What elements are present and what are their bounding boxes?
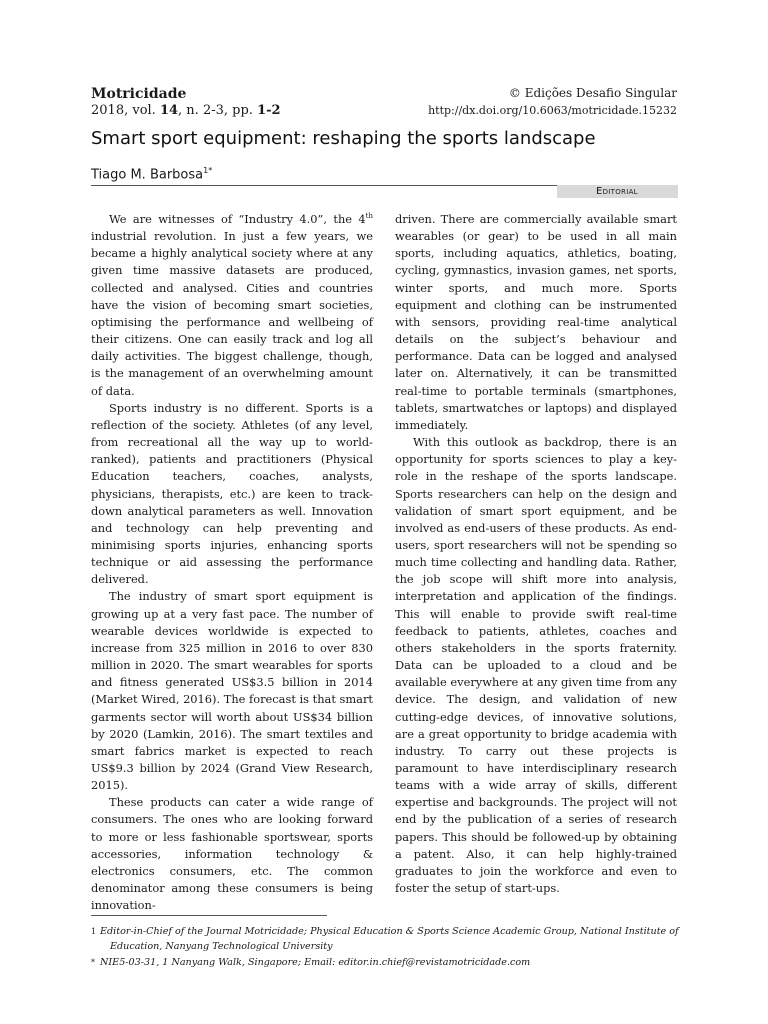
footnote-mark: *: [91, 958, 95, 967]
paragraph-text-end: industrial revolution. In just a few years, we became a highly analytical society where at any given time massive datasets are produced, collected and analysed. Cities and countries have the vision of becoming smart societies, optimising the performance and wellbeing of their citizens. One can easily track and log all daily activities. The biggest challenge, though, is the management of an overwhelming amount of data.: [91, 229, 373, 398]
paragraph: With this outlook as backdrop, there is an opportunity for sports sciences to play a key-role in the reshape of the sports landscape. Sports researchers can help on the design and validation of smart sport equipment, and be involved as end-users of these products. As end-users, sport researchers will not be spending so much time collecting and handling data. Rather, the job scope will shift more into analysis, interpretation and application of the findings. This will enable to provide swift real-time feedback to patients, athletes, coaches and others stakeholders in the sports fraternity. Data can be uploaded to a cloud and be available everywhere at any given time from any device. The design, and validation of new cutting-edge devices, of innovative solutions, are a great opportunity to bridge academia with industry. To carry out these projects is paramount to have interdisciplinary research teams with a wide array of skills, different expertise and backgrounds. The project will not end by the publication of a series of research papers. This should be followed-up by obtaining a patent. Also, it can help highly-trained graduates to join the workforce and even to foster the setup of start-ups.: [395, 435, 677, 896]
footnote-text: NIE5-03-31, 1 Nanyang Walk, Singapore; Email: editor.in.chief@revistamotricidade.com: [100, 957, 531, 968]
paragraph: Sports industry is no different. Sports is a reflection of the society. Athletes (of any level, from recreational all the way up to world-ranked), patients and practitioners (Physical Education teachers, coaches, analysts, physicians, therapists, etc.) are keen to track-down analytical parameters as well. Innovation and technology can help preventing and minimising sports injuries, enhancing sports technique or aid assessing the performance delivered.: [91, 400, 373, 587]
doi-link[interactable]: http://dx.doi.org/10.6063/motricidade.15232: [428, 104, 677, 117]
issue-pages: 1-2: [257, 103, 281, 118]
body-column-right: [395, 211, 677, 897]
author-affiliation-marks: 1*: [203, 166, 213, 175]
body-column-left: [91, 211, 373, 914]
issue-info: [91, 103, 281, 118]
footnote-contact: [91, 955, 681, 970]
issue-number-pp: , n. 2-3, pp.: [178, 103, 253, 118]
issue-volume: 14: [159, 103, 179, 118]
section-label-text: Editorial: [596, 186, 638, 197]
ordinal-superscript: th: [365, 212, 373, 221]
paragraph: The industry of smart sport equipment is growing up at a very fast pace. The number of wearable devices worldwide is expected to increase from 325 million in 2016 to over 830 million in 2020. The smart wearables for sports and fitness generated US$3.5 billion in 2014 (Market Wired, 2016). The forecast is that smart garments sector will worth about US$34 billion by 2020 (Lamkin, 2016). The smart textiles and smart fabrics market is expected to reach US$9.3 billion by 2024 (Grand View Research, 2015).: [91, 589, 373, 793]
article-title: Smart sport equipment: reshaping the sports landscape: [91, 128, 596, 149]
paragraph: driven. There are commercially available smart wearables (or gear) to be used in all main sports, including aquatics, athletics, boating, cycling, gymnastics, invasion games, net sports, winter sports, and much more. Sports equipment and clothing can be instrumented with sensors, providing real-time analytical details on the subject’s behaviour and performance. Data can be logged and analysed later on. Alternatively, it can be transmitted real-time to portable terminals (smartphones, tablets, smartwatches or laptops) and displayed immediately.: [395, 212, 677, 432]
paragraph-text-start: We are witnesses of “Industry 4.0”, the 4: [109, 212, 366, 226]
author-line: [91, 166, 212, 182]
footnote-rule: [91, 915, 327, 916]
publisher-line: © Edições Desafio Singular: [508, 86, 677, 100]
footnote-mark: 1: [91, 927, 97, 936]
footnote-text: Editor-in-Chief of the Journal Motricidade; Physical Education & Sports Science Academic Group, National Institute of Education, Nanyang Technological University: [100, 926, 679, 952]
author-name: Tiago M. Barbosa: [91, 167, 204, 183]
footnote-affiliation: [91, 924, 681, 954]
section-label: [557, 185, 678, 198]
journal-name: Motricidade: [91, 86, 187, 102]
paragraph: These products can cater a wide range of consumers. The ones who are looking forward to more or less fashionable sportswear, sports accessories, information technology & electronics consumers, etc. The common denominator among these consumers is being innovation-: [91, 795, 373, 913]
issue-year-vol: 2018, vol.: [91, 103, 156, 118]
paragraph: [91, 211, 373, 400]
